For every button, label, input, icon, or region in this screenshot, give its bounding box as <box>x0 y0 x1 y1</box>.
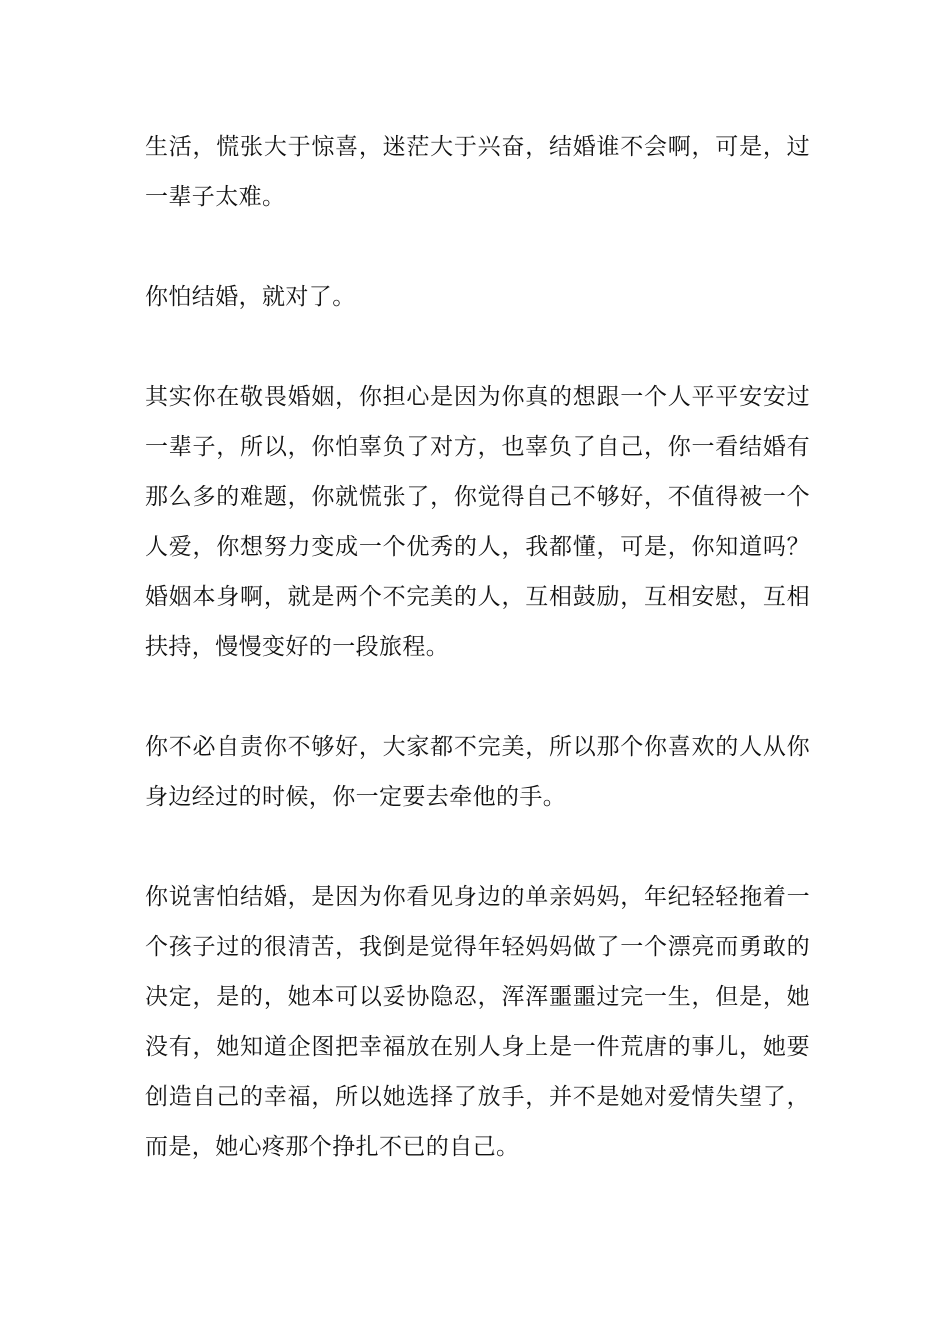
paragraph-1: 生活，慌张大于惊喜，迷茫大于兴奋，结婚谁不会啊，可是，过一辈子太难。 <box>145 134 810 210</box>
document-body <box>145 122 810 1222</box>
paragraph-5: 你说害怕结婚，是因为你看见身边的单亲妈妈，年纪轻轻拖着一个孩子过的很清苦，我倒是觉得年轻妈妈做了一个漂亮而勇敢的决定，是的，她本可以妥协隐忍，浑浑噩噩过完一生，但是，她没有，她知道企图把幸福放在别人身上是一件荒唐的事儿，她要创造自己的幸福，所以她选择了放手，并不是她对爱情失望了，而是，她心疼那个挣扎不已的自己。 <box>145 884 810 1160</box>
paragraph-2: 你怕结婚，就对了。 <box>145 284 356 310</box>
paragraph-4: 你不必自责你不够好，大家都不完美，所以那个你喜欢的人从你身边经过的时候，你一定要去牵他的手。 <box>145 734 810 810</box>
paragraph-3: 其实你在敬畏婚姻，你担心是因为你真的想跟一个人平平安安过一辈子，所以，你怕辜负了对方，也辜负了自己，你一看结婚有那么多的难题，你就慌张了，你觉得自己不够好，不值得被一个人爱，你想努力变成一个优秀的人，我都懂，可是，你知道吗？婚姻本身啊，就是两个不完美的人，互相鼓励，互相安慰，互相扶持，慢慢变好的一段旅程。 <box>145 384 810 660</box>
